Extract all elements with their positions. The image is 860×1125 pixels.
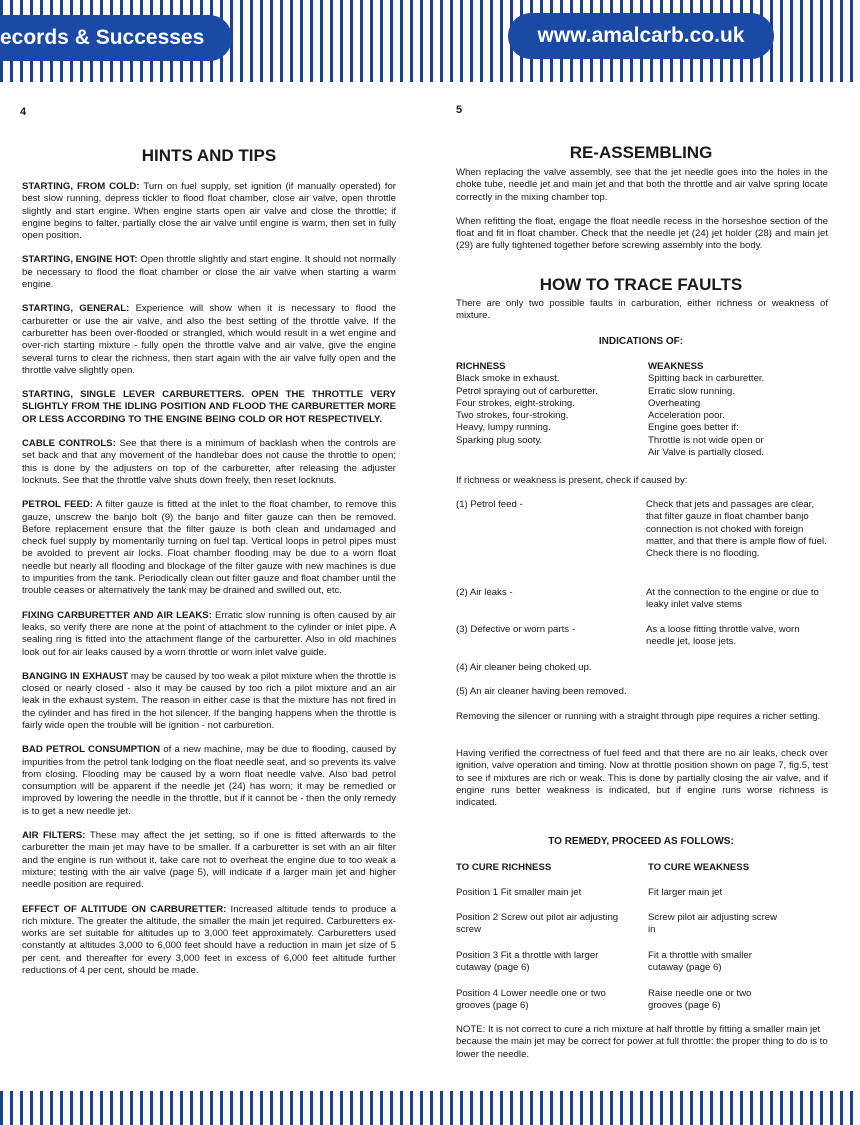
faults-intro: There are only two possible faults in carburation, either richness or weakness of mixture. (456, 298, 828, 322)
remedy-richness: Position 1 Fit smaller main jet (456, 887, 582, 898)
cause-label: (1) Petrol feed - (456, 499, 523, 510)
hint-paragraph: STARTING, ENGINE HOT: Open throttle slightly and start engine. It should not normally be necessary to flood the float chamber or close the air valve when starting a warm engine. (22, 254, 397, 291)
hint-paragraph: PETROL FEED: A filter gauze is fitted at the inlet to the float chamber, to remove this gauze, unscrew the banjo bolt (9) the banjo and filter gauze can then be removed. Before replacement ensure that the filter gauze is both clean and undamaged and check fuel supply by momentarily turning on fuel tap. Vertical loops in petrol pipes must be avoided to prevent air locks. Float chamber flooding may be due to a worn float needle but nearly all flooding and blockage of the filter gauze with new machines is due to impurities from the tank. Periodically clean out filter gauze and float chamber until the trouble ceases or alternatively the tank may be drained and swilled out, etc. (22, 499, 396, 597)
records-banner: ecords & Successes (0, 15, 232, 61)
reassembling-text: When replacing the valve assembly, see that the jet needle goes into the holes in the choke tube, needle jet and main jet and that both the throttle and air valve spring locate correctly in the mixing chamber top. When refitting the float, engage the float needle recess in the horseshoe section of the float and fit in float chamber. Check that the needle jet (24) jet holder (28) and main jet (29) are fully tightened together before screwing assembly into the body. (456, 167, 828, 252)
remedy-weakness: Raise needle one or two grooves (page 6) (648, 988, 752, 1012)
footer-stripes (0, 1091, 860, 1125)
cause-detail: As a loose fitting throttle valve, worn needle jet, loose jets. (646, 624, 800, 648)
hint-paragraph: BAD PETROL CONSUMPTION of a new machine, may be due to flooding, caused by impurities from the petrol tank lodging on the float needle seat, and so prevents its valve from closing. Flooding may be caused by a worn float needle valve. Also bad petrol consumption will be apparent if the needle jet (24) has worn; it may be remedied or improved by lowering the needle in the throttle, but if it cannot be - then the only remedy is to get a new needle jet. (22, 744, 396, 817)
faults-title: HOW TO TRACE FAULTS (539, 275, 743, 294)
hint-paragraph: BANGING IN EXHAUST may be caused by too weak a pilot mixture when the throttle is closed or nearly closed - also it may be caused by too rich a pilot mixture and an air leak in the exhaust system. The reason in either case is that the mixture has not fired in the cylinder and has fired in the hot silencer. If the banging happens when the throttle is fairly wide open the trouble will be ignition - not carburetion. (22, 670, 396, 731)
cause-detail: Check that jets and passages are clear, that filter gauze in float chamber banjo connection is not choked with foreign matter, and that there is ample flow of fuel. Check there is no flooding. (646, 499, 827, 560)
cause-label: (2) Air leaks - (456, 587, 513, 598)
hint-paragraph: STARTING, FROM COLD: Turn on fuel supply, set ignition (if manually operated) for best slow running, depress tickler to flood float chamber, close air valve, open throttle slightly and start engine. When engine starts open air valve and close the throttle; if engine begins to falter, partially close the air valve until engine is warm, then set in fully open position. (22, 181, 396, 242)
cause-label: (5) An air cleaner having been removed. (456, 686, 627, 697)
richness-indications (456, 361, 636, 447)
hints-title: HINTS AND TIPS (141, 146, 277, 165)
cure-weakness-heading: TO CURE WEAKNESS (648, 862, 750, 873)
verified-text: Having verified the correctness of fuel feed and that there are no air leaks, check over ignition, valve operation and timing. Now at throttle position shown on page 7, fig.5, test to see if mixtures are rich or weak. This is done by partially closing the air valve, and if engine runs better weakness is indicated, but if engine runs worse richness is indicated. (456, 748, 828, 809)
note-text: NOTE: It is not correct to cure a rich mixture at half throttle by fitting a smaller main jet because the main jet may be correct for power at full throttle: the proper thing to do is to lower the needle. (456, 1024, 828, 1060)
hint-paragraph: STARTING, GENERAL: Experience will show when it is necessary to flood the carburetter or use the air valve, and also the best setting of the throttle valve. If the carburetter has been over-flooded or strangled, which would result in a wet engine and over-rich starting mixture - fully open the throttle valve and air valve, give the engine several turns to clear the richness, then start again with the air valve fully open and the throttle valve slightly open. (22, 303, 396, 376)
richness-list: Black smoke in exhaust. Petrol spraying out of carburetter. Four strokes, eight-stroking. Two strokes, four-stroking. Heavy, lumpy running. Sparking plug sooty. (456, 373, 598, 446)
indications-title: INDICATIONS OF: (598, 336, 684, 347)
remedy-weakness: Fit a throttle with smaller cutaway (page 6) (648, 950, 752, 974)
cause-label: (3) Defective or worn parts - (456, 624, 575, 635)
remedy-title: TO REMEDY, PROCEED AS FOLLOWS: (548, 836, 734, 847)
page-number-left: 4 (20, 106, 27, 118)
hint-paragraph: EFFECT OF ALTITUDE ON CARBURETTER: Increased altitude tends to produce a rich mixture. The greater the altitude, the smaller the main jet required. Carburetters ex-works are set suitable for altitudes up to 3,000 feet approximately. Carburetters used constantly at altitudes 3,000 to 6,000 feet should have a reduction in main jet size of 5 per cent. and thereafter for every 3,000 feet in excess of 6,000 feet altitude further reductions of 4 per cent, should be made. (22, 903, 396, 977)
cure-richness-heading: TO CURE RICHNESS (456, 862, 552, 873)
richness-heading: RICHNESS (456, 361, 506, 372)
hint-paragraph: AIR FILTERS: These may affect the jet setting, so if one is fitted afterwards to the carburetter the main jet may have to be smaller. If a carburetter is set with an air filter and the engine is run without it, take care not to overheat the engine due to too weak a mixture; testing with the air valve (page 5), will indicate if a larger main jet and higher needle position are required. (22, 830, 396, 891)
weakness-heading: WEAKNESS (648, 361, 704, 372)
remedy-richness: Position 4 Lower needle one or two grooves (page 6) (456, 988, 606, 1012)
remedy-richness: Position 2 Screw out pilot air adjusting screw (456, 912, 619, 936)
reassembling-title: RE-ASSEMBLING (569, 143, 713, 162)
check-intro: If richness or weakness is present, check if caused by: (456, 475, 688, 486)
cause-detail: At the connection to the engine or due to leaky inlet valve stems (646, 587, 819, 611)
hint-paragraph: STARTING, SINGLE LEVER CARBURETTERS. OPEN THE THROTTLE VERY SLIGHTLY FROM THE IDLING POSITION AND FLOOD THE CARBURETTER MORE OR LESS ACCORDING TO THE ENGINE BEING COLD OR HOT RESPECTIVELY. (22, 389, 396, 425)
website-banner: www.amalcarb.co.uk (508, 13, 774, 59)
hints-column (22, 181, 396, 989)
weakness-list: Spitting back in carburetter. Erratic slow running. Overheating Acceleration poor. Engine goes better if: Throttle is not wide open or Air Valve is partially closed. (648, 373, 765, 459)
remedy-weakness: Screw pilot air adjusting screw in (648, 912, 778, 936)
hint-paragraph: CABLE CONTROLS: See that there is a minimum of backlash when the controls are set back and that any movement of the handlebar does not cause the throttle to open; this is done by the adjusters on top of the carburetter, after releasing the adjuster locknuts. See that the throttle valve shuts down freely, then reset locknuts. (22, 438, 396, 486)
hint-paragraph: FIXING CARBURETTER AND AIR LEAKS: Erratic slow running is often caused by air leaks, so verify there are none at the point of attachment to the cylinder or inlet pipe. A sealing ring is fitted into the attachment flange of the carburetter. Also in old machines look out for air leaks caused by a worn throttle or worn inlet valve guide. (22, 609, 397, 658)
remedy-weakness: Fit larger main jet (648, 887, 723, 898)
weakness-indications (648, 361, 828, 459)
page-number-right: 5 (456, 104, 463, 116)
silencer-text: Removing the silencer or running with a straight through pipe requires a richer setting. (456, 711, 821, 722)
cause-label: (4) Air cleaner being choked up. (456, 662, 592, 673)
remedy-richness: Position 3 Fit a throttle with larger cutaway (page 6) (456, 950, 599, 974)
